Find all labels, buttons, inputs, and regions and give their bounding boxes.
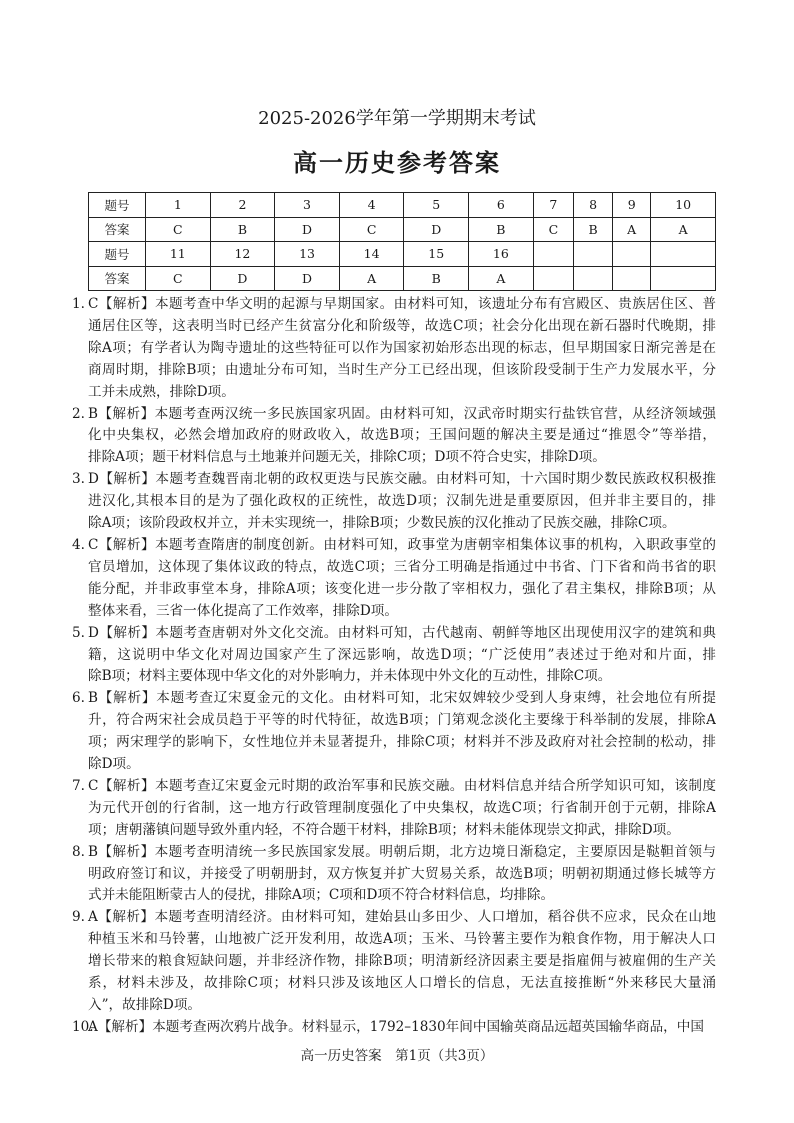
explanation-line: 能分配，并非政事堂本身，排除A项；该变化进一步分散了宰相权力，强化了君主集权，排除B项；从	[88, 580, 716, 597]
explanation-item	[72, 623, 716, 689]
explanation-line: 除D项。	[88, 756, 140, 773]
table-cell: B	[210, 217, 275, 242]
table-cell: 8	[574, 193, 613, 218]
row-header: 题号	[89, 193, 146, 218]
explanation-item	[72, 294, 716, 404]
item-number: 5.	[72, 624, 85, 641]
table-cell: 16	[469, 242, 534, 267]
explanation-line: 籍，这说明中华文化对周边国家产生了深远影响，故选D项；“广泛使用”表述过于绝对和片面，排	[88, 646, 716, 663]
table-cell: B	[574, 217, 613, 242]
document-title: 高一历史参考答案	[293, 148, 501, 177]
table-cell	[651, 266, 716, 291]
row-header: 答案	[89, 266, 146, 291]
table-cell: 3	[275, 193, 340, 218]
table-cell: 10	[651, 193, 716, 218]
table-cell: A	[469, 266, 534, 291]
explanation-item	[72, 1017, 716, 1039]
table-cell: C	[339, 217, 404, 242]
explanation-line: C【解析】本题考查隋唐的制度创新。由材料可知，政事堂为唐朝宰相集体议事的机构，入职政事堂的	[88, 536, 716, 553]
explanation-line: 除A项；有学者认为陶寺遗址的这些特征可以作为国家初始形态出现的标志，但早期国家日渐完善是在	[88, 339, 716, 356]
table-cell: D	[275, 217, 340, 242]
table-cell: B	[404, 266, 469, 291]
explanation-line: 项；两宋理学的影响下，女性地位并未显著提升，排除C项；材料并不涉及政府对社会控制的松动，排	[88, 734, 716, 751]
explanation-line: 为元代开创的行省制，这一地方行政管理制度强化了中央集权，故选C项；行省制开创于元朝，排除A	[88, 799, 716, 816]
item-number: 9.	[72, 909, 85, 926]
table-cell: 11	[146, 242, 211, 267]
table-cell: C	[146, 217, 211, 242]
table-cell: 6	[469, 193, 534, 218]
table-cell: A	[651, 217, 716, 242]
explanation-item	[72, 535, 716, 623]
explanation-item	[72, 688, 716, 776]
table-cell	[613, 242, 651, 267]
table-cell: 13	[275, 242, 340, 267]
explanation-line: 除B项；材料主要体现中华文化的对外影响力，并未体现中外文化的互动性，排除C项。	[88, 668, 612, 685]
explanation-line: 化中央集权，必然会增加政府的财政收入，故选B项；王国问题的解决主要是通过“推恩令”等举措，	[88, 427, 716, 444]
table-cell: C	[146, 266, 211, 291]
table-cell: D	[210, 266, 275, 291]
explanation-line: B【解析】本题考查两汉统一多民族国家巩固。由材料可知，汉武帝时期实行盐铁官营，从经济领域强	[88, 405, 716, 422]
explanation-line: 项；唐朝藩镇问题导致外重内轻，不符合题干材料，排除B项；材料未能体现崇文抑武，排除D项。	[88, 821, 680, 838]
table-cell: 9	[613, 193, 651, 218]
explanation-line: B【解析】本题考查辽宋夏金元的文化。由材料可知，北宋奴婢较少受到人身束缚，社会地位有所提	[88, 690, 716, 707]
table-cell: 2	[210, 193, 275, 218]
explanation-line: 式并未能阻断蒙古人的侵扰，排除A项；C项和D项不符合材料信息，均排除。	[88, 887, 555, 904]
explanation-item	[72, 469, 716, 535]
table-cell	[574, 266, 613, 291]
table-row	[89, 242, 716, 267]
table-cell: B	[469, 217, 534, 242]
table-cell: C	[533, 217, 573, 242]
row-header: 答案	[89, 217, 146, 242]
table-cell: A	[613, 217, 651, 242]
explanation-item	[72, 404, 716, 470]
table-cell: 4	[339, 193, 404, 218]
item-number: 8.	[72, 843, 85, 860]
table-row	[89, 266, 716, 291]
table-cell: 12	[210, 242, 275, 267]
explanation-line: A【解析】本题考查明清经济。由材料可知，建始县山多田少、人口增加，稻谷供不应求，民众在山地	[88, 909, 716, 926]
explanations-list	[72, 294, 716, 1039]
exam-title: 2025-2026学年第一学期期末考试	[258, 108, 536, 129]
item-number: 6.	[72, 690, 85, 707]
explanation-item	[72, 776, 716, 842]
table-cell	[651, 242, 716, 267]
explanation-line: 工并未成熟，排除D项。	[88, 383, 235, 400]
explanation-line: 明政府签订和议，并接受了明朝册封，双方恢复并扩大贸易关系，故选B项；明朝初期通过修长城等方	[88, 865, 716, 882]
answer-table	[88, 192, 716, 291]
explanation-line: C【解析】本题考查辽宋夏金元时期的政治军事和民族交融。由材料信息并结合所学知识可知，该制度	[88, 777, 716, 794]
table-cell: 5	[404, 193, 469, 218]
explanation-line: 商周时期，排除B项；由遗址分布可知，当时生产分工已经出现，但该阶段受制于生产力发展水平，分	[88, 361, 716, 378]
explanation-line: 系，材料未涉及，故排除C项；材料只涉及该地区人口增长的信息，无法直接推断“外来移民大量涌	[88, 975, 716, 992]
item-number: 1.	[72, 296, 85, 312]
table-cell	[533, 242, 573, 267]
table-cell: 14	[339, 242, 404, 267]
explanation-line: 官员增加，这体现了集体议政的特点，故选C项；三省分工明确是指通过中书省、门下省和尚书省的职	[88, 558, 716, 575]
explanation-line: 增长带来的粮食短缺问题，并非经济作物，排除B项；明清新经济因素主要是指雇佣与被雇佣的生产关	[88, 953, 716, 970]
table-cell	[574, 242, 613, 267]
explanation-line: D【解析】本题考查唐朝对外文化交流。由材料可知，古代越南、朝鲜等地区出现使用汉字的建筑和典	[88, 624, 716, 641]
explanation-line: 升，符合两宋社会成员趋于平等的时代特征，故选B项；门第观念淡化主要缘于科举制的发展，排除A	[88, 712, 716, 729]
item-number: 4.	[72, 536, 85, 553]
explanation-line: 种植玉米和马铃薯，山地被广泛开发利用，故选A项；玉米、马铃薯主要作为粮食作物，用于解决人口	[88, 931, 716, 948]
explanation-line: 排除A项；题干材料信息与土地兼并问题无关，排除C项；D项不符合史实，排除D项。	[88, 449, 606, 466]
item-number: 7.	[72, 777, 85, 794]
explanation-item	[72, 842, 716, 908]
item-number: 2.	[72, 405, 85, 422]
table-cell	[533, 266, 573, 291]
table-cell	[613, 266, 651, 291]
page-footer: 高一历史答案 第1页（共3页）	[300, 1048, 494, 1064]
explanation-line: C【解析】本题考查中华文明的起源与早期国家。由材料可知，该遗址分布有宫殿区、贵族居住区、普	[88, 296, 716, 312]
item-number: 10.	[72, 1018, 94, 1035]
explanation-line: 整体来看，三省一体化提高了工作效率，排除D项。	[88, 602, 398, 619]
table-cell: A	[339, 266, 404, 291]
table-row	[89, 193, 716, 218]
explanation-line: 通居住区等，这表明当时已经产生贫富分化和阶级等，故选C项；社会分化出现在新石器时代晚期，排	[88, 317, 716, 334]
explanation-item	[72, 907, 716, 1017]
table-cell: 7	[533, 193, 573, 218]
row-header: 题号	[89, 242, 146, 267]
explanation-line: 除A项；该阶段政权并立，并未实现统一，排除B项；少数民族的汉化推动了民族交融，排除C项。	[88, 515, 676, 532]
table-cell: 1	[146, 193, 211, 218]
table-cell: D	[275, 266, 340, 291]
explanation-line: B【解析】本题考查明清统一多民族国家发展。明朝后期，北方边境日渐稳定，主要原因是鞑靼首领与	[88, 843, 716, 860]
item-number: 3.	[72, 471, 85, 488]
table-cell: D	[404, 217, 469, 242]
explanation-line: 入”，故排除D项。	[88, 997, 202, 1013]
explanation-line: A【解析】本题考查两次鸦片战争。材料显示，1792–1830年间中国输英商品远超英国输华商品，中国	[88, 1018, 704, 1035]
table-cell: 15	[404, 242, 469, 267]
explanation-line: D【解析】本题考查魏晋南北朝的政权更迭与民族交融。由材料可知，十六国时期少数民族政权积极推	[88, 471, 716, 488]
table-row	[89, 217, 716, 242]
explanation-line: 进汉化,其根本目的是为了强化政权的正统性，故选D项；汉制先进是重要原因，但并非主要目的，排	[88, 493, 716, 510]
